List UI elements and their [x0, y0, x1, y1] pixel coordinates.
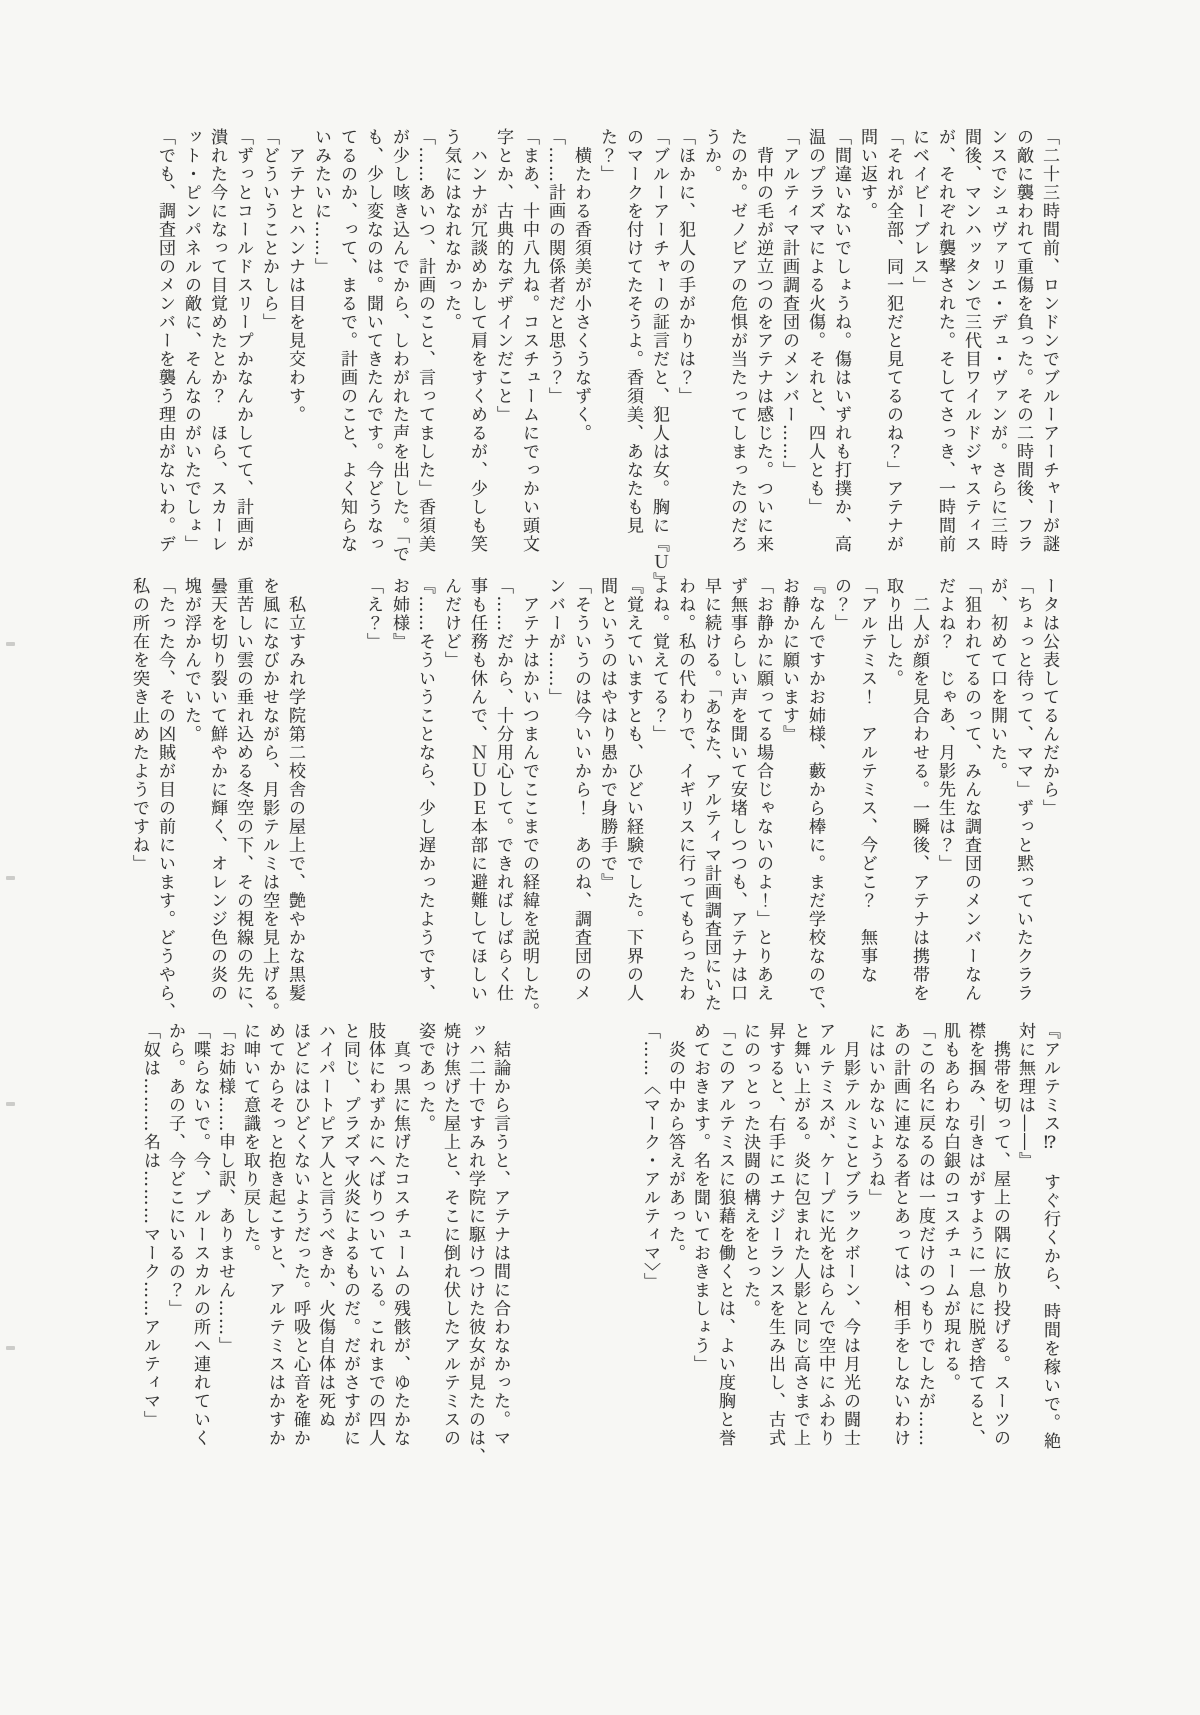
text-column: アルテミスが、ケープに光をはらんで空中にふわり: [815, 1022, 835, 1448]
text-column: めてからそっと抱き起こすと、アルテミスはかすか: [265, 1022, 285, 1448]
text-column: ンスでシュヴァリエ・デュ・ヴァンが。さらに三時: [987, 128, 1007, 554]
text-column: たのか。ゼノビアの危惧が当たってしまったのだろ: [727, 128, 747, 554]
text-column: 「このアルテミスに狼藉を働くとは、よい度胸と誉: [715, 1022, 735, 1448]
text-column: ハンナが冗談めかして肩をすくめるが、少しも笑: [467, 128, 487, 554]
text-column: 「間違いないでしょうね。傷はいずれも打撲か、高: [831, 128, 851, 554]
text-column: 取り出した。: [883, 577, 903, 688]
text-column: 横たわる香須美が小さくうなずく。: [571, 128, 591, 443]
text-column: 「……〈マーク・アルティマ〉」: [640, 1022, 660, 1291]
text-column: にのっとった決闘の構えをとった。: [740, 1022, 760, 1318]
text-column: 間後、マンハッタンで三代目ワイルドジャスティス: [961, 128, 981, 554]
text-column: 「ほかに、犯人の手がかりは？」: [675, 128, 695, 406]
text-column: んだけど」: [441, 577, 461, 670]
text-column: アテナはかいつまんでここまでの経緯を説明した。: [519, 577, 539, 1021]
scan-artifact: [6, 1102, 15, 1106]
text-column: 「まあ、十中八九ね。コスチュームにでっかい頭文: [519, 128, 539, 554]
text-column: 「ずっとコールドスリープかなんかしてて、計画が: [233, 128, 253, 554]
text-column: アテナとハンナは目を見交わす。: [285, 128, 305, 424]
text-column: にベイビーブレス」: [909, 128, 929, 295]
text-column: 「それが全部、同一犯だと見てるのね？」アテナが: [883, 128, 903, 554]
text-column: 「狙われてるのって、みんな調査団のメンバーなん: [961, 577, 981, 1003]
text-column: 「……だから、十分用心して。できればしばらく仕: [493, 577, 513, 1003]
text-column: 『覚えていますとも、ひどい経験でした。下界の人: [623, 577, 643, 1003]
text-column: 携帯を切って、屋上の隅に放り投げる。スーツの: [990, 1022, 1010, 1448]
text-column: 肌もあらわな白銀のコスチュームが現れる。: [940, 1022, 960, 1392]
text-column: 「え？」: [363, 577, 383, 651]
text-column: 結論から言うと、アテナは間に合わなかった。マ: [490, 1022, 510, 1448]
scan-artifact: [6, 1346, 15, 1350]
text-column: 「ブルーアーチャーの証言だと、犯人は女。胸に『Ｕ』: [649, 128, 669, 591]
text-column: が、初めて口を開いた。: [987, 577, 1007, 781]
text-column: 「そういうのは今いいから！ あのね、調査団のメ: [571, 577, 591, 1003]
text-column: 『なんですかお姉様、藪から棒に。まだ学校なので、: [805, 577, 825, 1021]
text-column: てるのか、って、まるで。計画のこと、よく知らな: [337, 128, 357, 554]
text-column: 重苦しい雲の垂れ込める冬空の下、その視線の先に、: [233, 577, 253, 1021]
text-column: 二人が顔を見合わせる。一瞬後、アテナは携帯を: [909, 577, 929, 1003]
text-column: 私の所在を突き止めたようですね」: [129, 577, 149, 873]
scan-artifact: [6, 642, 15, 646]
text-column: お姉様』: [389, 577, 409, 651]
blank-column: [587, 1022, 612, 1464]
text-column: 「お姉様……申し訳、ありません……」: [215, 1022, 235, 1355]
text-column: が、それぞれ襲撃された。そしてさっき、一時間前: [935, 128, 955, 554]
text-column: 「二十三時間前、ロンドンでブルーアーチャーが謎: [1039, 128, 1059, 554]
text-column: 姿であった。: [415, 1022, 435, 1133]
text-column: た？」: [597, 128, 617, 184]
text-block-3: [137, 1022, 1062, 1464]
text-column: 「……計画の関係者だと思う？」: [545, 128, 565, 406]
text-column: から。あの子、今どこにいるの？」: [165, 1022, 185, 1318]
text-column: 潰れた今になって目覚めたとか？ ほら、スカーレ: [207, 128, 227, 554]
text-column: 字とか、古典的なデザインだこと」: [493, 128, 513, 424]
text-column: も、少し変なのは。聞いてきたんです。今どうなっ: [363, 128, 383, 554]
text-column: ッハ二十ですみれ学院に駆けつけた彼女が見たのは、: [465, 1022, 485, 1466]
text-column: 「奴は………名は………マーク……アルティマ」: [140, 1022, 160, 1429]
text-column: 「たった今、その凶賊が目の前にいます。どうやら、: [155, 577, 175, 1021]
text-column: ンバーが……」: [545, 577, 565, 707]
blank-column: [562, 1022, 587, 1464]
text-column: 早に続ける。「あなた、アルティマ計画調査団にいた: [701, 577, 721, 1013]
text-column: 背中の毛が逆立つのをアテナは感じた。ついに来: [753, 128, 773, 554]
text-column: 「ちょっと待って、ママ」ずっと黙っていたクララ: [1013, 577, 1033, 1003]
text-column: う気にはなれなかった。: [441, 128, 461, 332]
text-column: 「どういうことかしら」: [259, 128, 279, 332]
text-column: ータは公表してるんだから」: [1039, 577, 1059, 818]
text-column: に呻いて意識を取り戻した。: [240, 1022, 260, 1263]
text-column: あの計画に連なる者とあっては、相手をしないわけ: [890, 1022, 910, 1448]
blank-column: [334, 577, 360, 1019]
text-column: 昇すると、右手にエナジーランスを生み出し、古式: [765, 1022, 785, 1448]
text-column: と同じ、プラズマ火炎によるものだ。だがさすがに: [340, 1022, 360, 1448]
text-column: 襟を掴み、引きはがすように一息に脱ぎ捨てると、: [965, 1022, 985, 1448]
text-column: が少し咳き込んでから、しわがれた声を出した。「で: [389, 128, 409, 564]
text-column: 温のプラズマによる火傷。それと、四人とも」: [805, 128, 825, 517]
text-column: ット・ピンパネルの敵に、そんなのがいたでしょ」: [181, 128, 201, 554]
text-column: のマークを付けてたそうよ。香須美、あなたも見: [623, 128, 643, 535]
text-column: 私立すみれ学院第二校舎の屋上で、艶やかな黒髪: [285, 577, 305, 1003]
text-column: よね。覚えてる？」: [649, 577, 669, 744]
text-column: わね。私の代わりで、イギリスに行ってもらったわ: [675, 577, 695, 1003]
text-column: 「喋らないで。今、ブルースカルの所へ連れていく: [190, 1022, 210, 1448]
text-column: 月影テルミことブラックボーン、今は月光の闘士: [840, 1022, 860, 1448]
text-column: めておきます。名を聞いておきましょう」: [690, 1022, 710, 1374]
text-column: 『アルテミス⁉ すぐ行くから、時間を稼いで。絶: [1040, 1022, 1060, 1451]
text-column: ず無事らしい声を聞いて安堵しつつも、アテナは口: [727, 577, 747, 1003]
text-column: 事も任務も休んで、ＮＵＤＥ本部に避難してほしい: [467, 577, 487, 1003]
text-column: 真っ黒に焦げたコスチュームの残骸が、ゆたかな: [390, 1022, 410, 1448]
text-column: 肢体にわずかにへばりついている。これまでの四人: [365, 1022, 385, 1448]
text-column: ほどにはひどくないようだった。呼吸と心音を確か: [290, 1022, 310, 1448]
text-column: 塊が浮かんでいた。: [181, 577, 201, 744]
text-column: 「お静かに願ってる場合じゃないのよ！」とりあえ: [753, 577, 773, 1003]
text-column: 「……あいつ、計画のこと、言ってました」香須美: [415, 128, 435, 554]
blank-column: [512, 1022, 537, 1464]
scan-artifact: [6, 876, 15, 880]
text-column: 炎の中から答えがあった。: [665, 1022, 685, 1263]
text-column: お静かに願います』: [779, 577, 799, 744]
text-column: 「アルテミス！ アルテミス、今どこ？ 無事な: [857, 577, 877, 984]
text-column: 「でも、調査団のメンバーを襲う理由がないわ。デ: [155, 128, 175, 554]
text-column: 焼け焦げた屋上と、そこに倒れ伏したアルテミスの: [440, 1022, 460, 1448]
text-column: 間というのはやはり愚かで身勝手で』: [597, 577, 617, 892]
text-column: 問い返す。: [857, 128, 877, 221]
blank-column: [308, 577, 334, 1019]
blank-column: [612, 1022, 637, 1464]
text-column: ハイパートピア人と言うべきか、火傷自体は死ぬ: [315, 1022, 335, 1429]
text-column: 「アルティマ計画調査団のメンバー……」: [779, 128, 799, 480]
text-column: 「この名に戻るのは一度だけのつもりでしたが……: [915, 1022, 935, 1448]
text-column: の？」: [831, 577, 851, 633]
text-column: うか。: [701, 128, 721, 184]
text-block-2: [126, 577, 1062, 1019]
text-column: 対に無理は――』: [1015, 1022, 1035, 1170]
text-column: いみたいに……」: [311, 128, 331, 276]
text-column: 『……そういうことなら、少し遅かったようです、: [415, 577, 435, 1003]
text-column: 曇天を切り裂いて鮮やかに輝く、オレンジ色の炎の: [207, 577, 227, 1003]
text-column: の敵に襲われて重傷を負った。その二時間後、フラ: [1013, 128, 1033, 554]
text-column: だよね？ じゃあ、月影先生は？」: [935, 577, 955, 873]
text-block-1: [152, 128, 1062, 591]
blank-column: [537, 1022, 562, 1464]
text-column: を風になびかせながら、月影テルミは空を見上げる。: [259, 577, 279, 1021]
text-column: にはいかないようね」: [865, 1022, 885, 1207]
text-column: と舞い上がる。炎に包まれた人影と同じ高さまで上: [790, 1022, 810, 1448]
